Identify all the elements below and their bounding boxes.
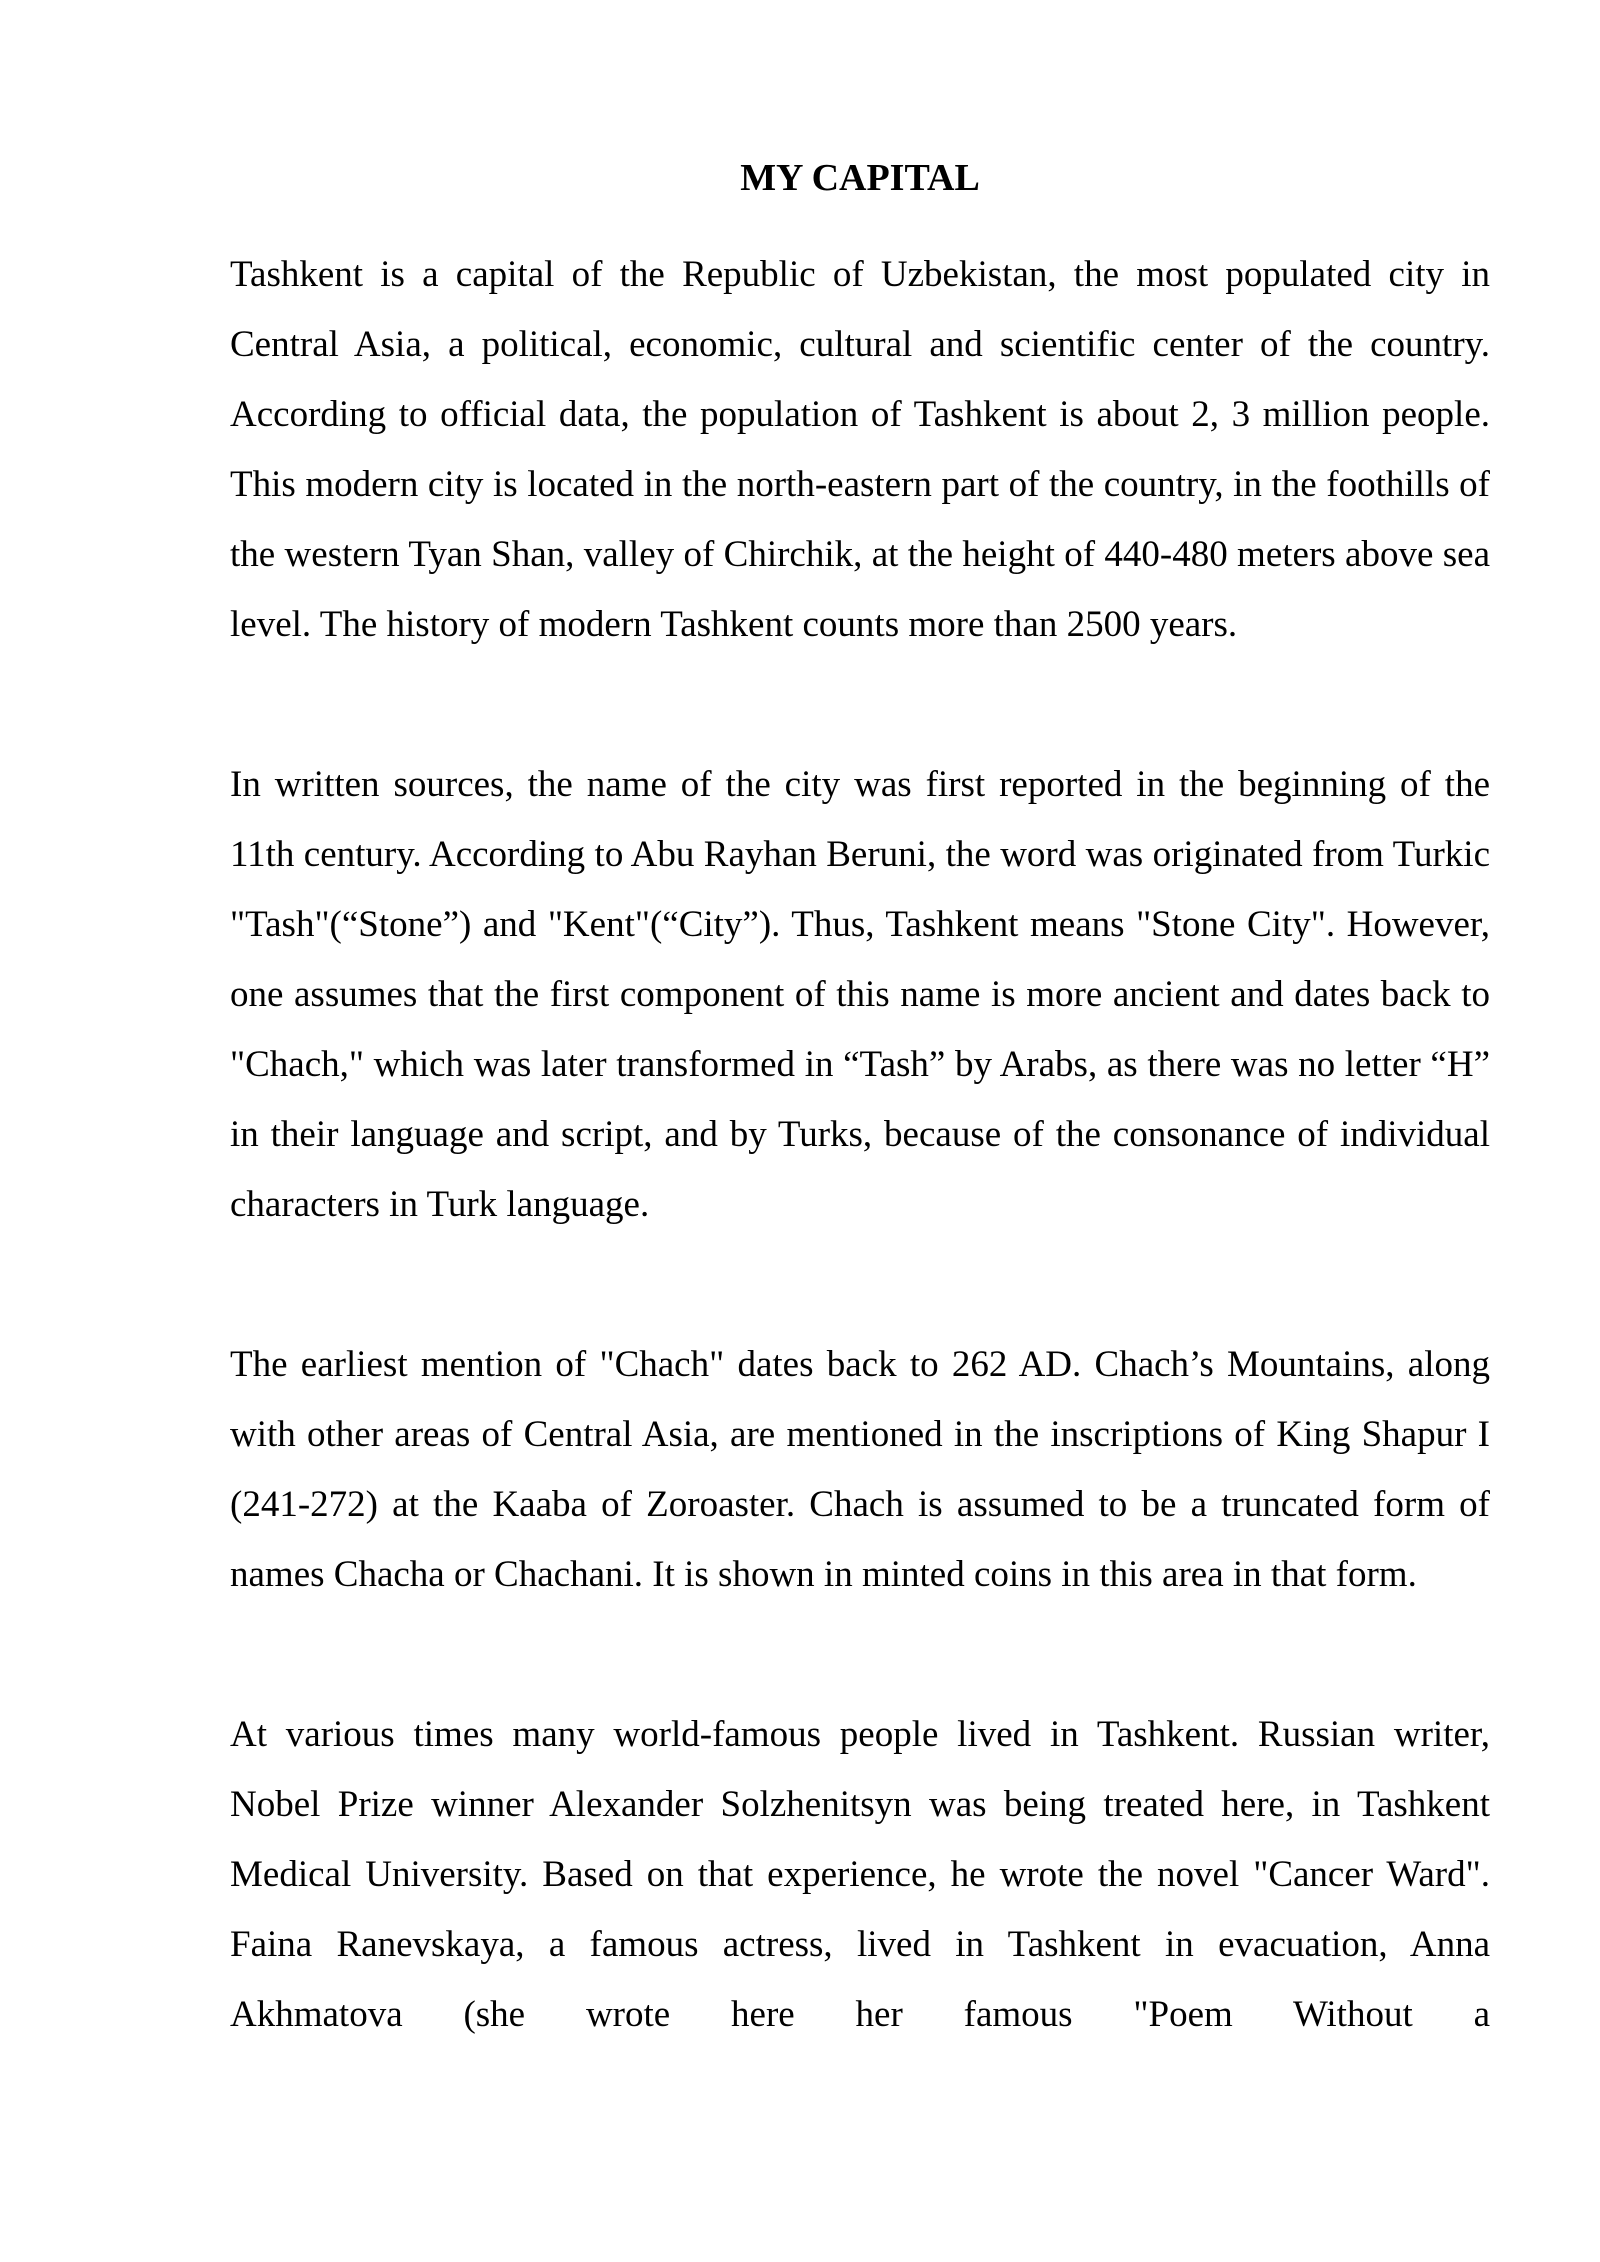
paragraph-introduction: Tashkent is a capital of the Republic of Uzbekistan, the most populated city in Central Asia, a political, economic, cultural and scientific center of the country. According to official data, the population of Tashkent is about 2, 3 million people. This modern city is located in the north-eastern part of the country, in the foothills of the western Tyan Shan, valley of Chirchik, at the height of 440-480 meters above sea level. The history of modern Tashkent counts more than 2500 years. (230, 254, 1490, 645)
paragraph-name-origin: In written sources, the name of the city was first reported in the beginning of the 11th century. According to Abu Rayhan Beruni, the word was originated from Turkic "Tash"(“Stone”) and "Kent"(“City”). Thus, Tashkent means "Stone City". However, one assumes that the first component of this name is more ancient and dates back to "Chach," which was later transformed in “Tash” by Arabs, as there was no letter “H” in their language and script, and by Turks, because of the consonance of individual characters in Turk language. (230, 764, 1490, 1225)
paragraph-famous-people: At various times many world-famous people lived in Tashkent. Russian writer, Nobel Prize winner Alexander Solzhenitsyn was being treated here, in Tashkent Medical University. Based on that experience, he wrote the novel "Cancer Ward". Faina Ranevskaya, a famous actress, lived in Tashkent in evacuation, Anna Akhmatova (she wrote here her famous "Poem Without a (230, 1714, 1490, 2035)
paragraph-chach-history: The earliest mention of "Chach" dates back to 262 AD. Chach’s Mountains, along with other areas of Central Asia, are mentioned in the inscriptions of King Shapur I (241-272) at the Kaaba of Zoroaster. Chach is assumed to be a truncated form of names Chacha or Chachani. It is shown in minted coins in this area in that form. (230, 1344, 1490, 1595)
document-body (230, 240, 1490, 2070)
document-title: MY CAPITAL (740, 157, 980, 199)
